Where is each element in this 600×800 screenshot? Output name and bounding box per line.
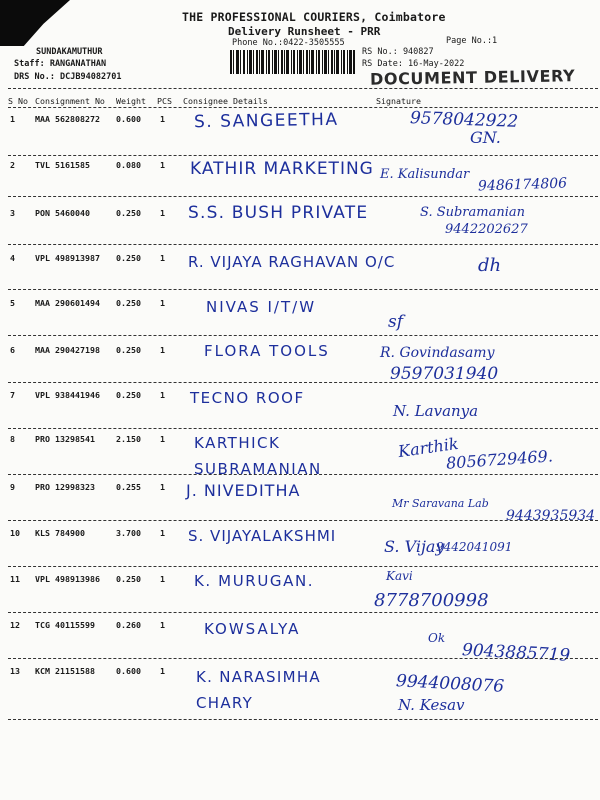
row-divider <box>8 658 598 659</box>
row-weight: 3.700 <box>116 528 141 538</box>
row-consignment: MAA 290427198 <box>35 345 100 355</box>
row-signature-text: Ok <box>428 631 446 645</box>
row-consignment: PRO 13298541 <box>35 434 95 444</box>
row-signature-text: 8056729469. <box>445 446 554 473</box>
rs-number: RS No.: 940827 <box>362 47 434 57</box>
row-sno: 11 <box>10 574 20 584</box>
row-signature-text: 9597031940 <box>390 364 499 384</box>
row-signature-text: 9486174806 <box>477 175 568 195</box>
row-weight: 0.250 <box>116 298 141 308</box>
row-weight: 0.250 <box>116 574 141 584</box>
row-consignment: MAA 290601494 <box>35 298 100 308</box>
row-pcs: 1 <box>160 253 165 263</box>
row-signature-text: Kavi <box>386 569 413 583</box>
row-consignment: TVL 5161585 <box>35 160 90 170</box>
row-sno: 7 <box>10 390 15 400</box>
row-consignee-handwritten: KOWSALYA <box>204 620 301 638</box>
row-signature-text: 8778700998 <box>374 590 489 611</box>
row-consignment: KCM 21151588 <box>35 666 95 676</box>
row-signature-text: 9442041091 <box>436 540 513 554</box>
phone-number: Phone No.:0422-3505555 <box>232 38 345 48</box>
runsheet-title: Delivery Runsheet - PRR <box>228 25 381 38</box>
row-signature-text: dh <box>478 255 502 276</box>
row-pcs: 1 <box>160 208 165 218</box>
col-head-consignment: Consignment No <box>35 96 105 106</box>
row-divider <box>8 196 598 197</box>
row-weight: 0.600 <box>116 666 141 676</box>
row-weight: 0.255 <box>116 482 141 492</box>
row-signature-text: 9443935934 <box>506 508 596 524</box>
row-weight: 0.080 <box>116 160 141 170</box>
row-divider <box>8 428 598 429</box>
row-divider <box>8 155 598 156</box>
row-signature-text: 9578042922 <box>409 108 519 132</box>
row-pcs: 1 <box>160 160 165 170</box>
row-signature-text: N. Lavanya <box>393 402 479 420</box>
row-signature-text: Mr Saravana Lab <box>392 497 489 510</box>
row-consignee-handwritten: K. NARASIMHA CHARY <box>196 668 321 712</box>
row-consignment: MAA 562808272 <box>35 114 100 124</box>
row-pcs: 1 <box>160 298 165 308</box>
row-weight: 0.260 <box>116 620 141 630</box>
branch-name: SUNDAKAMUTHUR <box>36 47 103 57</box>
row-divider <box>8 335 598 336</box>
row-sno: 12 <box>10 620 20 630</box>
staff-name: Staff: RANGANATHAN <box>14 59 107 69</box>
row-divider <box>8 289 598 290</box>
row-pcs: 1 <box>160 345 165 355</box>
row-consignment: VPL 498913987 <box>35 253 100 263</box>
row-consignment: PON 5460040 <box>35 208 90 218</box>
row-signature-text: 9944008076 <box>395 671 505 697</box>
row-pcs: 1 <box>160 574 165 584</box>
row-consignee-handwritten: KATHIR MARKETING <box>190 159 374 179</box>
row-weight: 2.150 <box>116 434 141 444</box>
row-sno: 3 <box>10 208 15 218</box>
row-weight: 0.250 <box>116 253 141 263</box>
row-pcs: 1 <box>160 620 165 630</box>
row-consignee-handwritten: S.S. BUSH PRIVATE <box>188 203 369 223</box>
col-head-sno: S No <box>8 96 28 106</box>
row-weight: 0.250 <box>116 390 141 400</box>
row-divider <box>8 612 598 613</box>
row-consignee-handwritten: R. VIJAYA RAGHAVAN O/C <box>188 253 396 271</box>
header-rule-bottom <box>8 107 598 108</box>
row-divider <box>8 382 598 383</box>
company-title: THE PROFESSIONAL COURIERS, Coimbatore <box>182 10 446 24</box>
row-consignee-handwritten: K. MURUGAN. <box>194 572 315 590</box>
col-head-signature: Signature <box>376 96 421 106</box>
row-consignment: TCG 40115599 <box>35 620 95 630</box>
row-sno: 10 <box>10 528 20 538</box>
row-signature-text: sf <box>388 312 404 332</box>
row-signature-text: 9043885719 <box>461 640 571 666</box>
row-consignment: KLS 784900 <box>35 528 85 538</box>
header-rule-top <box>8 88 598 89</box>
row-consignment: PRO 12998323 <box>35 482 95 492</box>
row-pcs: 1 <box>160 390 165 400</box>
row-weight: 0.250 <box>116 208 141 218</box>
row-weight: 0.250 <box>116 345 141 355</box>
row-sno: 13 <box>10 666 20 676</box>
row-consignment: VPL 938441946 <box>35 390 100 400</box>
page-number: Page No.:1 <box>446 36 498 46</box>
row-pcs: 1 <box>160 482 165 492</box>
row-weight: 0.600 <box>116 114 141 124</box>
row-consignee-handwritten: S. VIJAYALAKSHMI <box>188 527 337 545</box>
row-sno: 4 <box>10 253 15 263</box>
row-signature-text: E. Kalisundar <box>380 167 470 182</box>
row-signature-text: R. Govindasamy <box>380 345 495 361</box>
row-signature-text: S. Subramanian <box>420 205 526 220</box>
row-consignment: VPL 498913986 <box>35 574 100 584</box>
row-sno: 2 <box>10 160 15 170</box>
row-signature-text: S. Vijay <box>384 537 445 556</box>
drs-number: DRS No.: DCJB94082701 <box>14 72 122 82</box>
row-consignee-handwritten: NIVAS I/T/W <box>206 298 317 316</box>
row-signature-text: Karthik <box>396 433 460 462</box>
row-sno: 6 <box>10 345 15 355</box>
row-pcs: 1 <box>160 666 165 676</box>
row-pcs: 1 <box>160 114 165 124</box>
row-consignee-handwritten: KARTHICK SUBRAMANIAN <box>194 434 322 478</box>
col-head-consignee: Consignee Details <box>183 96 268 106</box>
row-divider <box>8 719 598 720</box>
row-consignee-handwritten: J. NIVEDITHA <box>186 481 301 500</box>
row-signature-text: GN. <box>470 128 501 147</box>
row-divider <box>8 566 598 567</box>
row-signature-text: N. Kesav <box>398 696 465 714</box>
row-divider <box>8 474 598 475</box>
row-consignee-handwritten: TECNO ROOF <box>190 389 305 407</box>
row-pcs: 1 <box>160 528 165 538</box>
row-sno: 1 <box>10 114 15 124</box>
row-sno: 9 <box>10 482 15 492</box>
rs-date: RS Date: 16-May-2022 <box>362 59 465 69</box>
row-consignee-handwritten: FLORA TOOLS <box>204 342 330 360</box>
row-sno: 8 <box>10 434 15 444</box>
row-sno: 5 <box>10 298 15 308</box>
col-head-pcs: PCS <box>157 96 172 106</box>
row-signature-text: 9442202627 <box>445 222 528 237</box>
row-pcs: 1 <box>160 434 165 444</box>
col-head-weight: Weight <box>116 96 146 106</box>
barcode <box>230 50 356 74</box>
corner-blot <box>0 0 70 46</box>
row-divider <box>8 244 598 245</box>
row-consignee-handwritten: S. SANGEETHA <box>193 109 339 133</box>
document-delivery-stamp: DOCUMENT DELIVERY <box>369 66 576 89</box>
